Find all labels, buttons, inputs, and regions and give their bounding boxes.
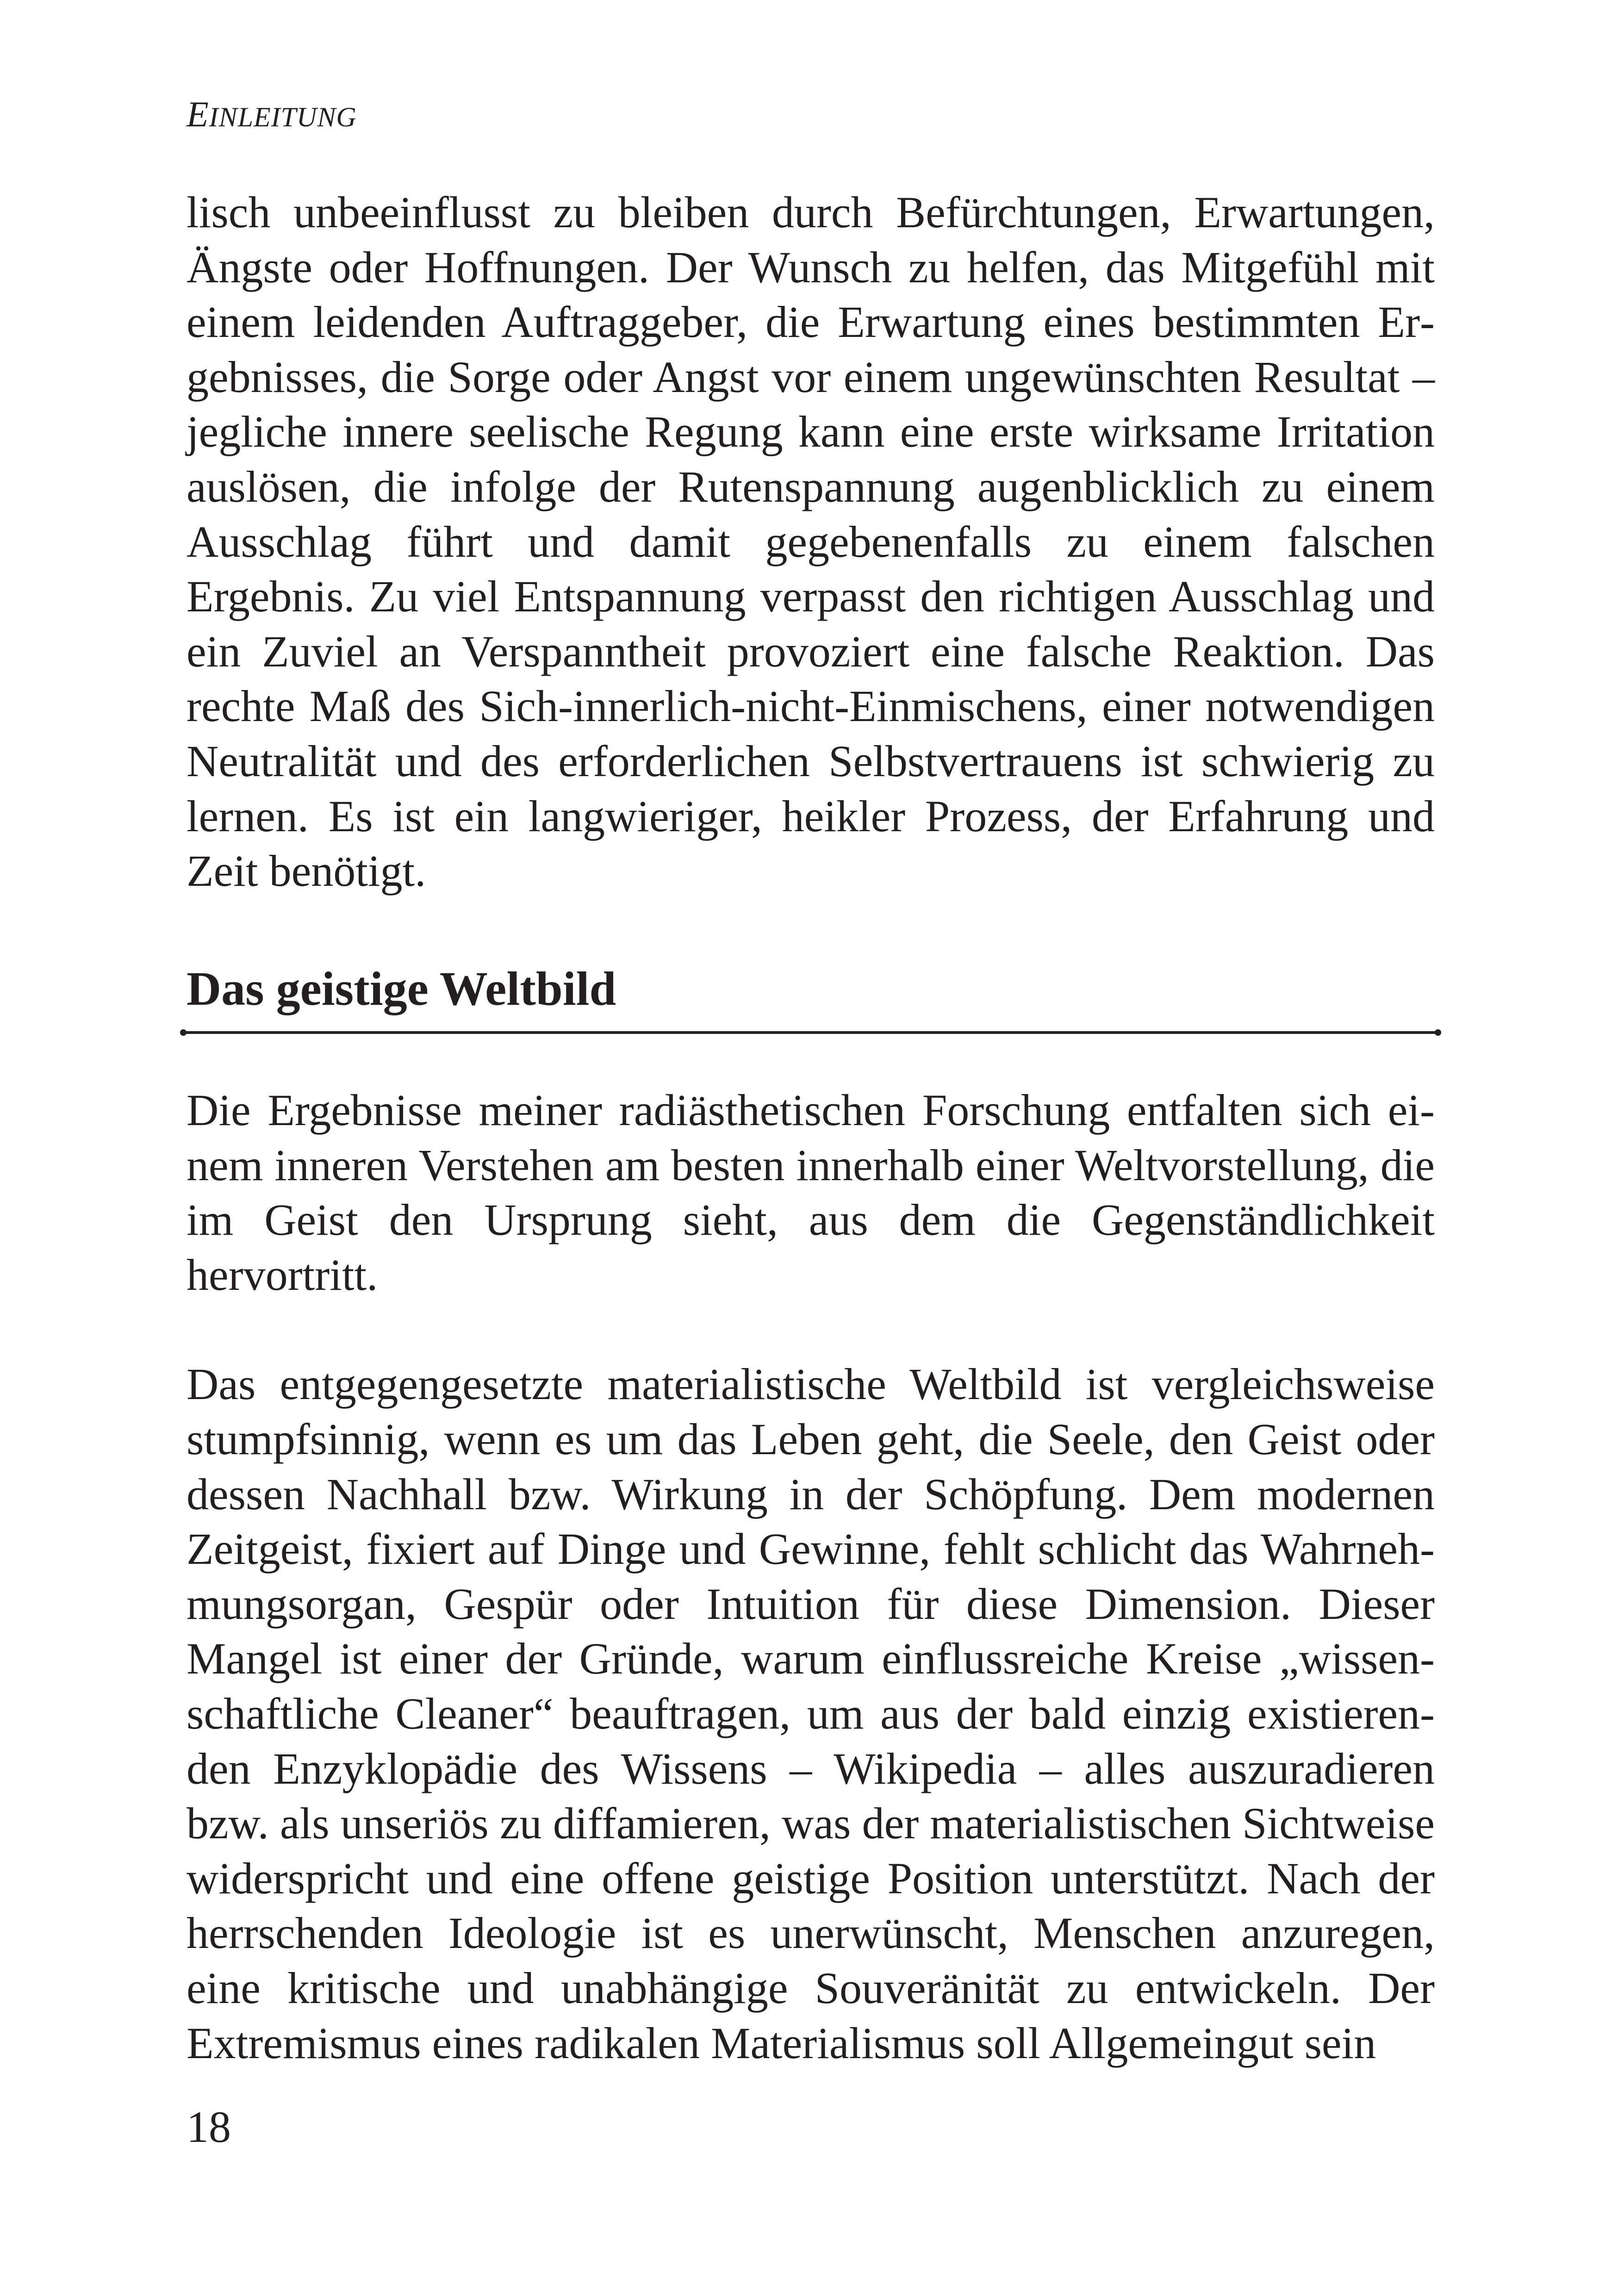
paragraph: lisch unbeeinflusst zu bleiben durch Befürchtungen, Erwartungen, Ängste oder Hoffnungen. Der Wunsch zu helfen, das Mitgefühl mit einem leidenden Auftraggeber, die Erwartung eines bestimmten Ergebnisses, die Sorge oder Angst vor einem ungewünschten Resultat – jegliche innere seelische Regung kann eine erste wirksame Irritation auslösen, die infolge der Rutenspannung augenblicklich zu einem Ausschlag führt und damit gegebenenfalls zu einem falschen Ergebnis. Zu viel Entspannung verpasst den richtigen Ausschlag und ein Zuviel an Verspanntheit provoziert eine falsche Reaktion. Das rechte Maß des Sich-innerlich-nicht-Einmischens, einer notwendigen Neutralität und des erforderlichen Selbstvertrauens ist schwierig zu lernen. Es ist ein langwieriger, heikler Prozess, der Erfahrung und Zeit benötigt. (187, 187, 1435, 896)
running-head-rest: INLEITUNG (209, 102, 357, 132)
section-heading: Das geistige Weltbild (187, 962, 616, 1015)
page-number: 18 (187, 2102, 231, 2152)
section-body (187, 1083, 1435, 2071)
continued-text (187, 185, 1435, 899)
heading-rule (182, 1031, 1439, 1034)
paragraph: Die Ergebnisse meiner radiästhetischen Forschung entfalten sich einem inneren Verstehen am besten innerhalb einer Weltvorstellung, die im Geist den Ursprung sieht, aus dem die Gegenständlichkeit hervortritt. (187, 1085, 1435, 1300)
running-head-initial: E (187, 94, 209, 134)
running-head (187, 96, 357, 132)
paragraph: Das entgegengesetzte materialistische Weltbild ist vergleichsweise stumpfsinnig, wenn es um das Leben geht, die Seele, den Geist oder dessen Nachhall bzw. Wirkung in der Schöpfung. Dem modernen Zeitgeist, fixiert auf Dinge und Gewinne, fehlt schlicht das Wahrnehmungsorgan, Gespür oder Intuition für diese Dimension. Dieser Mangel ist einer der Gründe, warum einflussreiche Kreise „wissenschaftliche Cleaner“ beauftragen, um aus der bald einzig existierenden Enzyklopädie des Wissens – Wikipedia – alles auszuradieren bzw. als unseriös zu diffamieren, was der materialistischen Sichtweise widerspricht und eine offene geistige Position unterstützt. Nach der herrschenden Ideologie ist es unerwünscht, Menschen anzuregen, eine kritische und unabhängige Souveränität zu entwickeln. Der Extremismus eines radikalen Materialismus soll Allgemeingut sein (187, 1359, 1435, 2068)
